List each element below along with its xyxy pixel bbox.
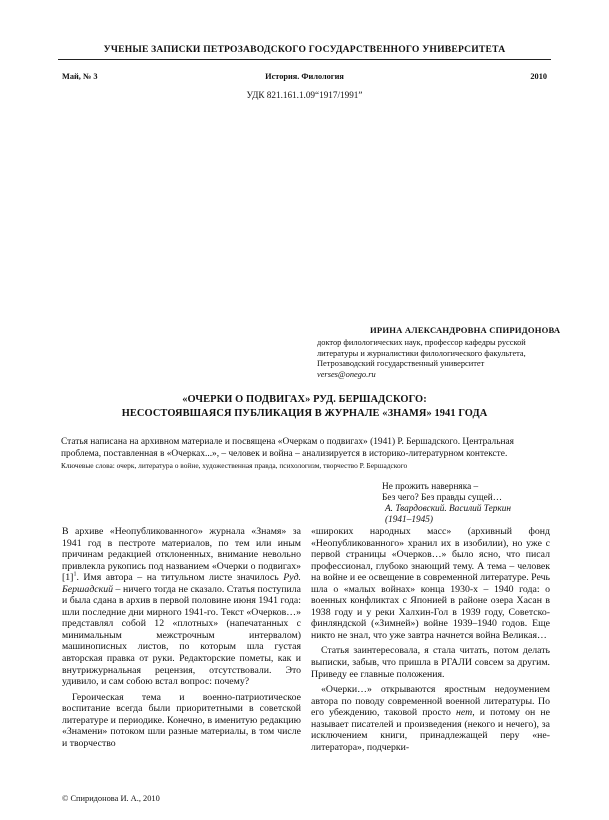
abstract: Статья написана на архивном материале и посвящена «Очеркам о подвигах» (1941) Р. Бершадского. Центральная проблема, поставленная в «Очерках...», – человек и война – анализируется в историко-литературном контексте.: [61, 437, 514, 459]
p5-text-b: , и потому он не называет писателей и произведения (некого и нечего), за исключением книги, принадлежащей перу «не-литератора», подчерки-: [311, 707, 550, 753]
section-label: История. Филология: [265, 72, 344, 81]
epigraph-line-2: Без чего? Без правды сущей…: [382, 493, 503, 503]
article-title: [0, 393, 609, 420]
epigraph-date: (1941–1945): [385, 515, 434, 525]
journal-title: УЧЕНЫЕ ЗАПИСКИ ПЕТРОЗАВОДСКОГО ГОСУДАРСТВЕННОГО УНИВЕРСИТЕТА: [103, 44, 506, 55]
author-email[interactable]: verses@onego.ru: [317, 370, 376, 380]
author-name: ИРИНА АЛЕКСАНДРОВНА СПИРИДОНОВА: [370, 325, 561, 335]
body-column-right: [311, 526, 550, 753]
paragraph-5: [311, 684, 550, 753]
p1-author-name: Руд. Бершадский: [62, 572, 301, 595]
p1-text-b: . Имя автора – на титульном листе значилось: [76, 572, 284, 584]
affiliation-line-1: доктор филологических наук, профессор кафедры русской: [317, 338, 526, 347]
p5-emphasis: нет: [456, 707, 473, 719]
epigraph-attribution: А. Твардовский. Василий Теркин: [385, 504, 511, 514]
footnote-ref[interactable]: 1: [73, 571, 77, 578]
p1-text-c: – ничего тогда не сказало. Статья поступила и была сдана в архив в первой половине июня 1941 года: шли последние дни мирного 1941-го. Текст «Очерков…» представлял собой 12 «плотных» (напечатанных с минимальным межстрочным интервалом) машинописных листов, по которым шла густая авторская правка от руки. Редакторские пометы, как и внутрижурнальная рецензия, отсутствовали. Это удивило, и сам собою встал вопрос: почему?: [62, 583, 301, 688]
p5-text-a: «Очерки…» открываются яростным недоумением автора по поводу современной военной литературы. По его убеждению, таковой просто: [311, 684, 550, 719]
udc-code: УДК 821.161.1.09“1917/1991”: [246, 90, 363, 100]
p1-text-a: В архиве «Неопубликованного» журнала «Знамя» за 1941 год в пестроте материалов, по тем или иным причинам редакцией отклоненных, внимание невольно привлекла рукопись под названием «Очерки о подвигах» [1]: [62, 526, 301, 584]
year-label: 2010: [530, 72, 547, 81]
paragraph-2: Героическая тема и военно-патриотическое воспитание всегда были приоритетными в советской литературе и периодике. Конечно, в именитую редакцию «Знамени» потоком шли разные материалы, в том числе и творчество: [62, 691, 301, 749]
epigraph: [382, 482, 511, 526]
issue-label: Май, № 3: [62, 72, 98, 81]
title-line-1: «ОЧЕРКИ О ПОДВИГАХ» РУД. БЕРШАДСКОГО:: [182, 394, 427, 405]
affiliation-line-2: литературы и журналистики филологического факультета,: [317, 348, 526, 358]
title-line-2: НЕСОСТОЯВШАЯСЯ ПУБЛИКАЦИЯ В ЖУРНАЛЕ «ЗНАМЯ» 1941 ГОДА: [121, 407, 488, 419]
body-column-left: [62, 526, 301, 749]
header-rule: [58, 59, 551, 60]
affiliation-line-3: Петрозаводский государственный университет: [317, 359, 485, 369]
epigraph-line-1: Не прожить наверняка –: [382, 482, 479, 492]
paragraph-1: [62, 526, 301, 688]
author-affiliation: [317, 338, 577, 381]
paragraph-3: «широких народных масс» (архивный фонд «Неопубликованного» хранил их в изобилии), но уже с первой страницы «Очерков…» было ясно, что писал профессионал, глубоко знающий тему. А тема – человек на войне и ее освещение в современной литературе. Речь шла о «малых войнах» конца 1930-х – 1940 года: о военных конфликтах с Японией в районе озера Хасан в 1938 году и у реки Халхин-Гол в 1939 году, Советско-финляндской («Зимней») войне 1939–1940 годов. Еще никто не знал, что уже завтра начнется война Великая…: [311, 526, 550, 641]
copyright: © Спиридонова И. А., 2010: [62, 794, 160, 803]
keywords: Ключевые слова: очерк, литература о войне, художественная правда, психологизм, творчество Р. Бершадского: [61, 461, 408, 470]
paragraph-4: Статья заинтересовала, я стала читать, потом делать выписки, забыв, что пришла в РГАЛИ совсем за другим. Приведу ее главные положения.: [311, 645, 550, 680]
